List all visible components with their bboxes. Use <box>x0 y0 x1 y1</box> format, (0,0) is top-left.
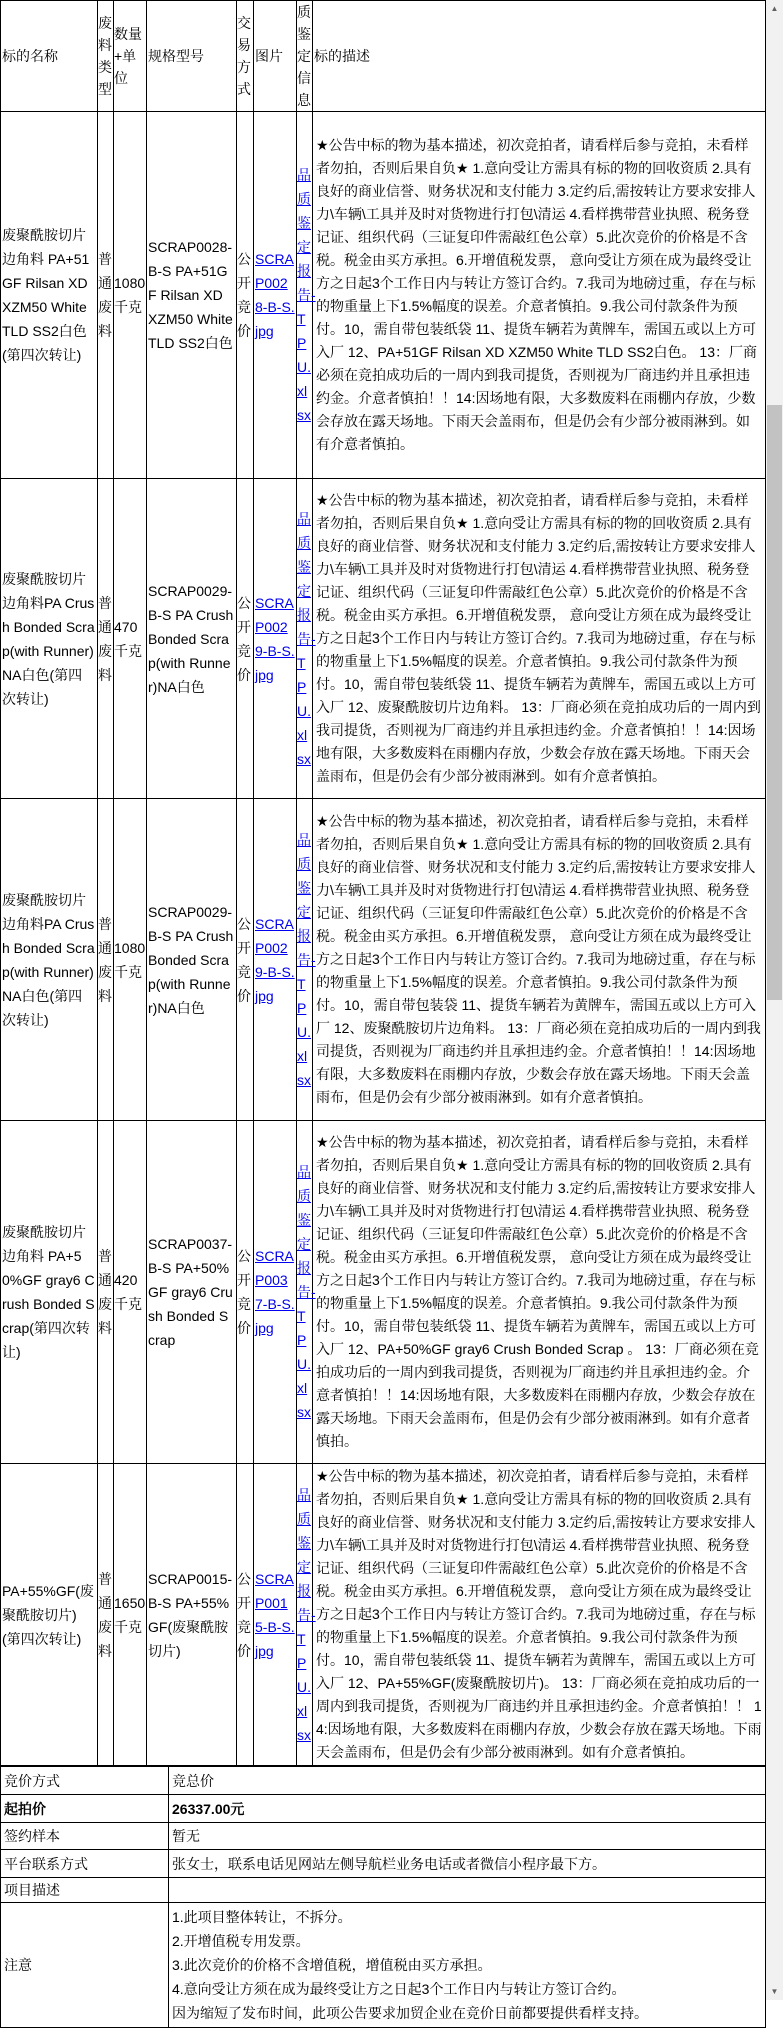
waste-type-cell: 普通废料 <box>98 1464 114 1766</box>
spec-cell: SCRAP0029-B-S PA Crush Bonded Scrap(with Runner)NA白色 <box>147 799 237 1121</box>
contract-sample-value: 暂无 <box>169 1823 766 1850</box>
notice-line: 3.此次竞价的价格不含增值税，增值税由买方承担。 <box>172 1957 492 1973</box>
auction-summary-table <box>0 1766 766 2028</box>
spec-cell: SCRAP0037-B-S PA+50%GF gray6 Crush Bonded Scrap <box>147 1121 237 1464</box>
notice-line: 因为缩短了发布时间，此项公告要求加贸企业在竞价日前都要提供看样支持。 <box>172 2005 648 2021</box>
waste-type-cell: 普通废料 <box>98 112 114 479</box>
quality-report-link[interactable]: 品质鉴定报告-TPU.xlsx <box>297 167 316 423</box>
spec-cell: SCRAP0015-B-S PA+55%GF(废聚酰胺切片) <box>147 1464 237 1766</box>
project-description-row <box>1 1878 766 1903</box>
col-header-waste-type: 废料类型 <box>98 1 114 112</box>
col-header-quantity: 数量+单位 <box>114 1 147 112</box>
col-header-quality-info: 质鉴定信息 <box>297 1 313 112</box>
col-header-lot-name: 标的名称 <box>1 1 98 112</box>
platform-contact-value: 张女士，联系电话见网站左侧导航栏业务电话或者微信小程序最下方。 <box>169 1850 766 1878</box>
spec-cell: SCRAP0028-B-S PA+51GF Rilsan XD XZM50 White TLD SS2白色 <box>147 112 237 479</box>
lot-name-cell: PA+55%GF(废聚酰胺切片) (第四次转让) <box>1 1464 98 1766</box>
waste-type-cell: 普通废料 <box>98 799 114 1121</box>
notice-label: 注意 <box>1 1903 169 2028</box>
waste-type-cell: 普通废料 <box>98 479 114 799</box>
col-header-spec: 规格型号 <box>147 1 237 112</box>
bid-method-value: 竞总价 <box>169 1767 766 1795</box>
project-description-label: 项目描述 <box>1 1878 169 1903</box>
lot-name-cell: 废聚酰胺切片边角料 PA+50%GF gray6 Crush Bonded Scrap(第四次转让) <box>1 1121 98 1464</box>
quality-report-link[interactable]: 品质鉴定报告-TPU.xlsx <box>297 831 316 1088</box>
trade-method-cell: 公开竞价 <box>237 799 254 1121</box>
quantity-cell: 1080千克 <box>114 112 147 479</box>
quantity-cell: 1080千克 <box>114 799 147 1121</box>
table-row <box>1 1464 766 1766</box>
notice-row <box>1 1903 766 2028</box>
lot-description-cell: ★公告中标的物为基本描述，初次竞拍者，请看样后参与竞拍，未看样者勿拍，否则后果自负★ 1.意向受让方需具有标的物的回收资质 2.具有良好的商业信誉、财务状况和支付能力 3.定约后,需按转让方要求安排人力\车辆\工具并及时对货物进行打包\清运 4.看样携带营业执照、税务登记证、组织代码（三证复印件需敲红色公章）5.此次竞价的价格是不含税。税金由买方承担。6.开增值税发票， 意向受让方须在成为最终受让方之日起3个工作日内与转让方签订合约。7.我司为地磅过重，存在与标的物重量上下1.5%幅度的误差。介意者慎拍。9.我公司付款条件为预付。10，需自带包装袋 11、提货车辆若为黄牌车，需国五或以上方可入厂 12、废聚酰胺切片边角料。 13：厂商必须在竞拍成功后的一周内到我司提货，否则视为厂商违约并且承担违约金。介意者慎拍！！14:因场地有限，大多数废料在雨棚内存放，少数会存放在露天场地。下雨天会盖雨布，但是仍会有少部分被雨淋到。如有介意者慎拍。 <box>313 799 766 1121</box>
notice-line: 1.此项目整体转让，不拆分。 <box>172 1909 352 1925</box>
lot-description-cell: ★公告中标的物为基本描述，初次竞拍者，请看样后参与竞拍，未看样者勿拍，否则后果自负★ 1.意向受让方需具有标的物的回收资质 2.具有良好的商业信誉、财务状况和支付能力 3.定约后,需按转让方要求安排人力\车辆\工具并及时对货物进行打包\清运 4.看样携带营业执照、税务登记证、组织代码（三证复印件需敲红色公章）5.此次竞价的价格是不含税。税金由买方承担。6.开增值税发票， 意向受让方须在成为最终受让方之日起3个工作日内与转让方签订合约。7.我司为地磅过重，存在与标的物重量上下1.5%幅度的误差。介意者慎拍。9.我公司付款条件为预付。10，需自带包装纸袋 11、提货车辆若为黄牌车，需国五或以上方可入厂 12、PA+50%GF gray6 Crush Bonded Scrap 。 13：厂商必须在竞拍成功后的一周内到我司提货，否则视为厂商违约并且承担违约金。介意者慎拍！！14:因场地有限，大多数废料在雨棚内存放，少数会存放在露天场地。下雨天会盖雨布，但是仍会有少部分被雨淋到。如有介意者慎拍。 <box>313 1121 766 1464</box>
scrollbar-thumb[interactable] <box>767 405 782 1000</box>
vertical-scrollbar[interactable] <box>766 0 783 2000</box>
table-row <box>1 1121 766 1464</box>
col-header-description: 标的描述 <box>313 1 766 112</box>
quantity-cell: 470千克 <box>114 479 147 799</box>
trade-method-cell: 公开竞价 <box>237 1121 254 1464</box>
start-price-row <box>1 1795 766 1823</box>
col-header-image: 图片 <box>254 1 297 112</box>
bid-method-label: 竞价方式 <box>1 1767 169 1795</box>
image-link[interactable]: SCRAP0029-B-S.jpg <box>255 594 295 683</box>
contract-sample-row <box>1 1823 766 1850</box>
scroll-down-icon[interactable]: ▼ <box>766 1983 783 2000</box>
scroll-up-icon[interactable]: ▲ <box>766 0 783 17</box>
lot-name-cell: 废聚酰胺切片边角料PA Crush Bonded Scrap(with Runner)NA白色(第四次转让) <box>1 479 98 799</box>
trade-method-cell: 公开竞价 <box>237 112 254 479</box>
table-row <box>1 112 766 479</box>
lot-description-cell: ★公告中标的物为基本描述，初次竞拍者，请看样后参与竞拍，未看样者勿拍，否则后果自负★ 1.意向受让方需具有标的物的回收资质 2.具有良好的商业信誉、财务状况和支付能力 3.定约后,需按转让方要求安排人力\车辆\工具并及时对货物进行打包\清运 4.看样携带营业执照、税务登记证、组织代码（三证复印件需敲红色公章）5.此次竞价的价格是不含税。税金由买方承担。6.开增值税发票， 意向受让方须在成为最终受让方之日起3个工作日内与转让方签订合约。7.我司为地磅过重，存在与标的物重量上下1.5%幅度的误差。介意者慎拍。9.我公司付款条件为预付。10，需自带包装纸袋 11、提货车辆若为黄牌车，需国五或以上方可入厂 12、PA+51GF Rilsan XD XZM50 White TLD SS2白色。 13：厂商必须在竞拍成功后的一周内到我司提货，否则视为厂商违约并且承担违约金。介意者慎拍！！14:因场地有限，大多数废料在雨棚内存放，少数会存放在露天场地。下雨天会盖雨布，但是仍会有少部分被雨淋到。如有介意者慎拍。 <box>313 112 766 479</box>
start-price-value: 26337.00元 <box>169 1795 766 1823</box>
image-link[interactable]: SCRAP0028-B-S.jpg <box>255 251 295 339</box>
trade-method-cell: 公开竞价 <box>237 479 254 799</box>
quantity-cell: 420千克 <box>114 1121 147 1464</box>
table-row <box>1 479 766 799</box>
waste-type-cell: 普通废料 <box>98 1121 114 1464</box>
notice-line: 2.开增值税专用发票。 <box>172 1933 310 1949</box>
image-link[interactable]: SCRAP0029-B-S.jpg <box>255 915 295 1004</box>
table-header-row <box>1 1 766 112</box>
quality-report-link[interactable]: 品质鉴定报告-TPU.xlsx <box>297 1164 316 1420</box>
contract-sample-label: 签约样本 <box>1 1823 169 1850</box>
bid-method-row <box>1 1767 766 1795</box>
platform-contact-label: 平台联系方式 <box>1 1850 169 1878</box>
col-header-trade-method: 交易方式 <box>237 1 254 112</box>
notice-line: 4.意向受让方须在成为最终受让方之日起3个工作日内与转让方签订合约。 <box>172 1981 626 1997</box>
trade-method-cell: 公开竞价 <box>237 1464 254 1766</box>
start-price-label: 起拍价 <box>1 1795 169 1823</box>
image-link[interactable]: SCRAP0037-B-S.jpg <box>255 1248 295 1336</box>
lot-name-cell: 废聚酰胺切片边角料 PA+51GF Rilsan XD XZM50 White TLD SS2白色 (第四次转让) <box>1 112 98 479</box>
lot-description-cell: ★公告中标的物为基本描述，初次竞拍者，请看样后参与竞拍，未看样者勿拍，否则后果自负★ 1.意向受让方需具有标的物的回收资质 2.具有良好的商业信誉、财务状况和支付能力 3.定约后,需按转让方要求安排人力\车辆\工具并及时对货物进行打包\清运 4.看样携带营业执照、税务登记证、组织代码（三证复印件需敲红色公章）5.此次竞价的价格是不含税。税金由买方承担。6.开增值税发票， 意向受让方须在成为最终受让方之日起3个工作日内与转让方签订合约。7.我司为地磅过重，存在与标的物重量上下1.5%幅度的误差。介意者慎拍。9.我公司付款条件为预付。10，需自带包装纸袋 11、提货车辆若为黄牌车，需国五或以上方可入厂 12、废聚酰胺切片边角料。 13：厂商必须在竞拍成功后的一周内到我司提货，否则视为厂商违约并且承担违约金。介意者慎拍！！14:因场地有限，大多数废料在雨棚内存放，少数会存放在露天场地。下雨天会盖雨布，但是仍会有少部分被雨淋到。如有介意者慎拍。 <box>313 479 766 799</box>
spec-cell: SCRAP0029-B-S PA Crush Bonded Scrap(with Runner)NA白色 <box>147 479 237 799</box>
lot-name-cell: 废聚酰胺切片边角料PA Crush Bonded Scrap(with Runner)NA白色(第四次转让) <box>1 799 98 1121</box>
table-row <box>1 799 766 1121</box>
platform-contact-row <box>1 1850 766 1878</box>
lot-description-cell: ★公告中标的物为基本描述，初次竞拍者，请看样后参与竞拍，未看样者勿拍，否则后果自负★ 1.意向受让方需具有标的物的回收资质 2.具有良好的商业信誉、财务状况和支付能力 3.定约后,需按转让方要求安排人力\车辆\工具并及时对货物进行打包\清运 4.看样携带营业执照、税务登记证、组织代码（三证复印件需敲红色公章）5.此次竞价的价格是不含税。税金由买方承担。6.开增值税发票， 意向受让方须在成为最终受让方之日起3个工作日内与转让方签订合约。7.我司为地磅过重，存在与标的物重量上下1.5%幅度的误差。介意者慎拍。9.我公司付款条件为预付。10，需自带包装纸袋 11、提货车辆若为黄牌车，需国五或以上方可入厂 12、PA+55%GF(废聚酰胺切片)。 13：厂商必须在竞拍成功后的一周内到我司提货，否则视为厂商违约并且承担违约金。介意者慎拍！！ 14:因场地有限，大多数废料在雨棚内存放，少数会存放在露天场地。下雨天会盖雨布，但是仍会有少部分被雨淋到。如有介意者慎拍。 <box>313 1464 766 1766</box>
quantity-cell: 1650千克 <box>114 1464 147 1766</box>
notice-value <box>169 1903 766 2028</box>
quality-report-link[interactable]: 品质鉴定报告-TPU.xlsx <box>297 1486 316 1743</box>
quality-report-link[interactable]: 品质鉴定报告-TPU.xlsx <box>297 510 316 767</box>
image-link[interactable]: SCRAP0015-B-S.jpg <box>255 1570 295 1659</box>
project-description-value <box>169 1878 766 1903</box>
